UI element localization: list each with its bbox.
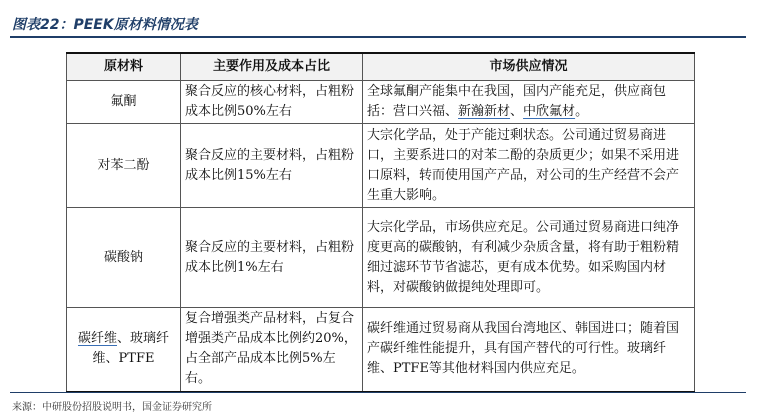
material-cell: 对苯二酚: [67, 124, 181, 208]
header-material: 原材料: [67, 53, 181, 81]
separator: 、: [510, 104, 524, 119]
role-cell: 聚合反应的核心材料，占粗粉成本比例50%左右: [181, 81, 363, 124]
material-cell: 碳酸钠: [67, 208, 181, 308]
header-role: 主要作用及成本占比: [181, 53, 363, 81]
company-link-xinhan[interactable]: 新瀚新材: [458, 104, 511, 119]
materials-table: [66, 52, 695, 393]
source-bar: [10, 392, 746, 415]
supply-cell: 大宗化学品，市场供应充足。公司通过贸易商进口纯净度更高的碳酸钠，有利减少杂质含量，将有助于粗粉精细过滤环节节省滤芯，更有成本优势。如采购国内材料，对碳酸钠做提纯处理即可。: [363, 208, 695, 308]
table-row: [67, 208, 695, 308]
figure-title-bar: [10, 6, 746, 38]
role-cell: 复合增强类产品材料，占复合增强类产品成本比例约20%，占全部产品成本比例5%左右。: [181, 308, 363, 392]
header-supply: 市场供应情况: [363, 53, 695, 81]
table-row: [67, 308, 695, 392]
figure-title: 图表22：PEEK原材料情况表: [12, 17, 198, 33]
material-link-carbon-fiber[interactable]: 碳纤维: [77, 331, 117, 347]
source-note: 来源：中研股份招股说明书，国金证券研究所: [12, 402, 212, 413]
supply-cell: 大宗化学品，处于产能过剩状态。公司通过贸易商进口，主要系进口的对苯二酚的杂质更少；如果不采用进口原料，转而使用国产产品，对公司的生产经营不会产生重大影响。: [363, 124, 695, 208]
supply-text: 全球氟酮产能集中在我国，国内产能充足，供应商包括：营口兴福、: [367, 84, 667, 119]
material-cell: 氟酮: [67, 81, 181, 124]
supply-cell: 碳纤维通过贸易商从我国台湾地区、韩国进口；随着国产碳纤维性能提升，具有国产替代的可行性。玻璃纤维、PTFE等其他材料国内供应充足。: [363, 308, 695, 392]
supply-text-end: 。: [575, 104, 589, 119]
supply-cell: [363, 81, 695, 124]
table-row: [67, 124, 695, 208]
material-cell: [67, 308, 181, 392]
company-link-zhongxin[interactable]: 中欣氟材: [523, 104, 576, 119]
role-cell: 聚合反应的主要材料，占粗粉成本比例1%左右: [181, 208, 363, 308]
material-rest: 、玻璃纤维、PTFE: [92, 331, 170, 367]
table-header-row: [67, 53, 695, 81]
role-cell: 聚合反应的主要材料，占粗粉成本比例15%左右: [181, 124, 363, 208]
table-row: [67, 81, 695, 124]
